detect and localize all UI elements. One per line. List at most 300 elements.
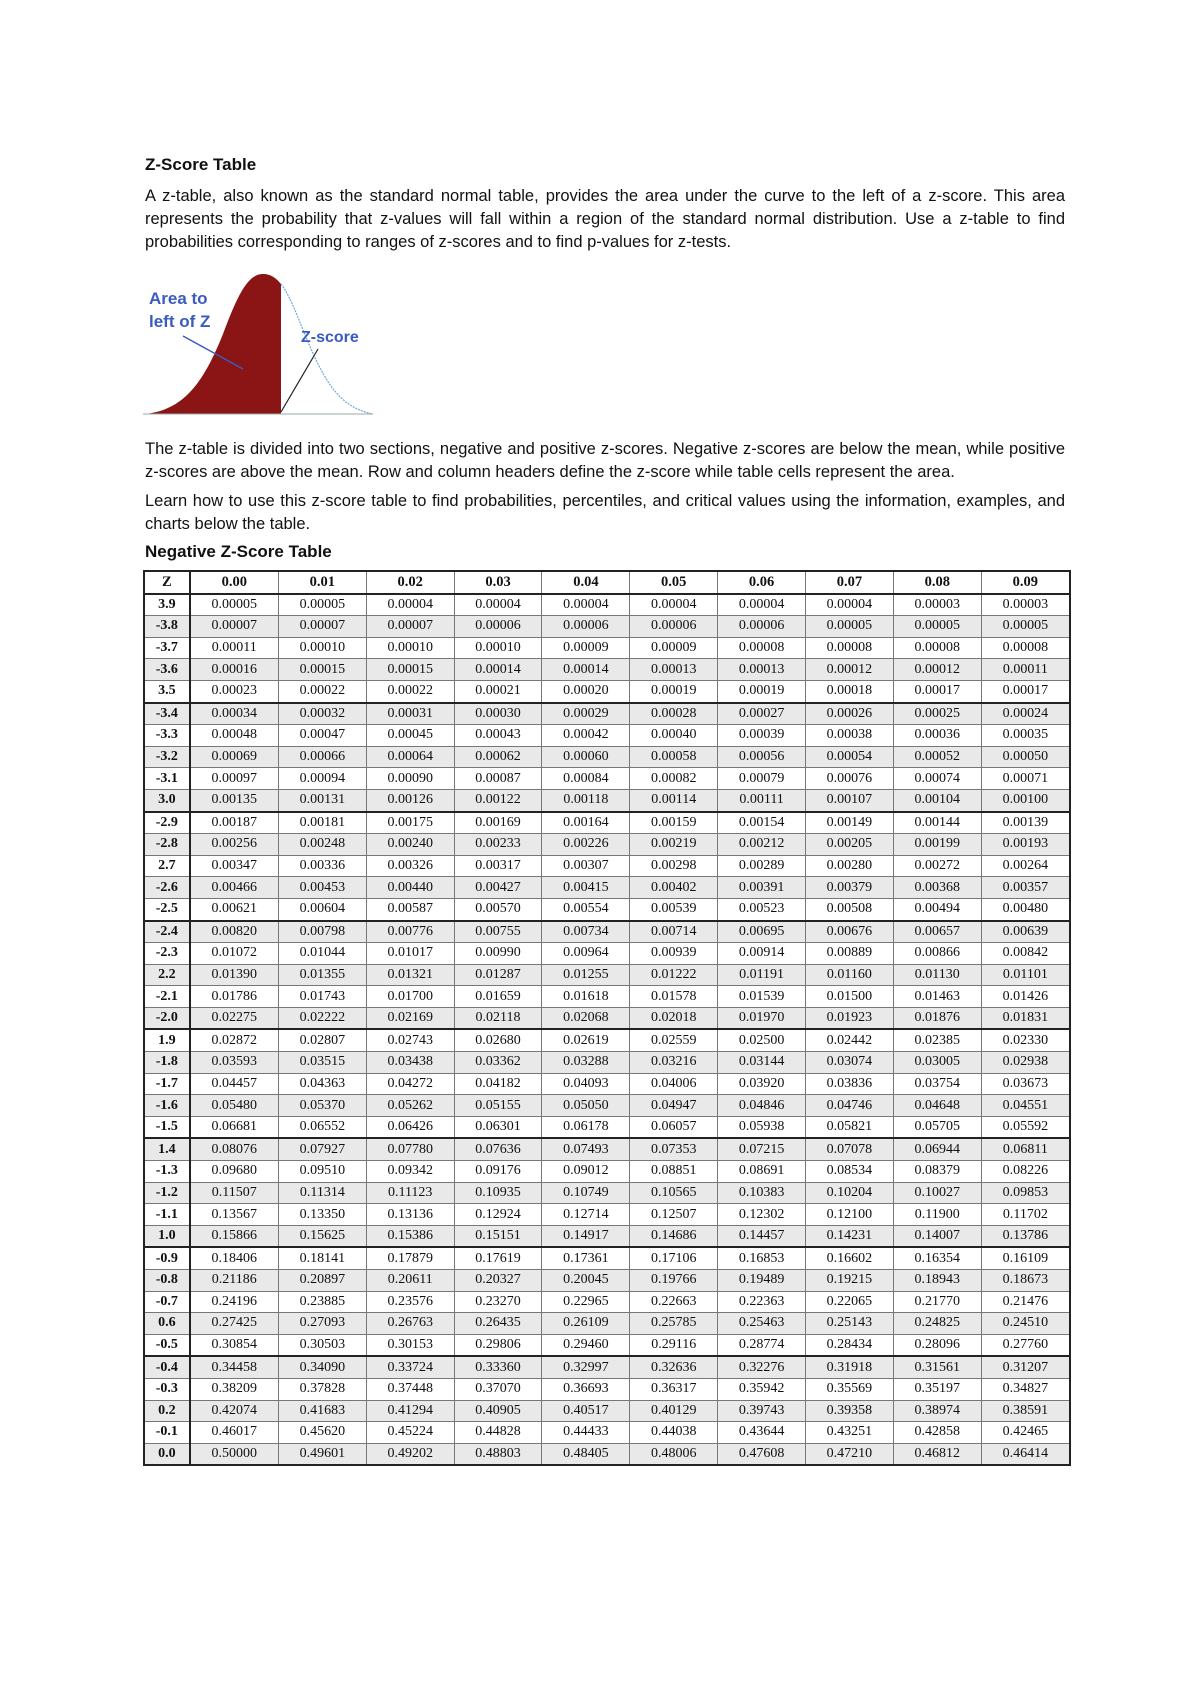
area-cell: 0.10935	[454, 1182, 542, 1204]
area-cell: 0.00164	[542, 812, 630, 834]
z-value-cell: 3.0	[144, 789, 190, 811]
area-cell: 0.00010	[366, 637, 454, 659]
zscore-label: Z-score	[301, 329, 359, 346]
area-cell: 0.11314	[278, 1182, 366, 1204]
area-cell: 0.33360	[454, 1356, 542, 1378]
area-cell: 0.09176	[454, 1161, 542, 1183]
area-cell: 0.32636	[630, 1356, 718, 1378]
table-row	[144, 877, 1070, 899]
area-cell: 0.00523	[718, 898, 806, 920]
area-cell: 0.02807	[278, 1029, 366, 1051]
area-cell: 0.00039	[718, 725, 806, 747]
area-cell: 0.35197	[893, 1378, 981, 1400]
area-cell: 0.21770	[893, 1291, 981, 1313]
area-cell: 0.00056	[718, 746, 806, 768]
area-cell: 0.24825	[893, 1313, 981, 1335]
area-cell: 0.00007	[366, 616, 454, 638]
area-cell: 0.40905	[454, 1400, 542, 1422]
z-value-cell: -1.1	[144, 1204, 190, 1226]
area-cell: 0.13350	[278, 1204, 366, 1226]
area-cell: 0.21186	[190, 1270, 279, 1292]
area-cell: 0.06057	[630, 1116, 718, 1138]
z-value-cell: -3.7	[144, 637, 190, 659]
area-cell: 0.00100	[981, 789, 1070, 811]
area-cell: 0.22065	[806, 1291, 894, 1313]
area-cell: 0.00087	[454, 768, 542, 790]
table-row	[144, 1052, 1070, 1074]
area-cell: 0.00008	[893, 637, 981, 659]
z-value-cell: -3.4	[144, 703, 190, 725]
area-cell: 0.24196	[190, 1291, 279, 1313]
area-cell: 0.48405	[542, 1443, 630, 1465]
area-cell: 0.37448	[366, 1378, 454, 1400]
area-cell: 0.00020	[542, 680, 630, 702]
table-row	[144, 789, 1070, 811]
area-cell: 0.44038	[630, 1422, 718, 1444]
area-cell: 0.01255	[542, 964, 630, 986]
area-cell: 0.00004	[366, 594, 454, 616]
area-cell: 0.10383	[718, 1182, 806, 1204]
area-cell: 0.00018	[806, 680, 894, 702]
area-cell: 0.05370	[278, 1095, 366, 1117]
area-cell: 0.04648	[893, 1095, 981, 1117]
area-cell: 0.30854	[190, 1334, 279, 1356]
area-cell: 0.12302	[718, 1204, 806, 1226]
area-cell: 0.06301	[454, 1116, 542, 1138]
area-cell: 0.14457	[718, 1225, 806, 1247]
area-cell: 0.38591	[981, 1400, 1070, 1422]
intro-paragraph: A z-table, also known as the standard normal table, provides the area under the curve to the left of a z-score. This area represents the probability that z-values will fall within a region of the standard normal distribution. Use a z-table to find probabilities corresponding to ranges of z-scores and to find p-values for z-tests.	[145, 187, 1065, 251]
area-cell: 0.04746	[806, 1095, 894, 1117]
area-cell: 0.40517	[542, 1400, 630, 1422]
table-row	[144, 1029, 1070, 1051]
area-cell: 0.00676	[806, 921, 894, 943]
area-cell: 0.00042	[542, 725, 630, 747]
area-cell: 0.25463	[718, 1313, 806, 1335]
table-row	[144, 1334, 1070, 1356]
area-cell: 0.07078	[806, 1138, 894, 1160]
area-cell: 0.00289	[718, 855, 806, 877]
column-header: 0.01	[278, 571, 366, 594]
area-cell: 0.05938	[718, 1116, 806, 1138]
area-cell: 0.23270	[454, 1291, 542, 1313]
area-cell: 0.00094	[278, 768, 366, 790]
area-cell: 0.00391	[718, 877, 806, 899]
area-cell: 0.02222	[278, 1007, 366, 1029]
area-cell: 0.02938	[981, 1052, 1070, 1074]
table-row	[144, 1422, 1070, 1444]
area-cell: 0.00139	[981, 812, 1070, 834]
area-cell: 0.00013	[718, 659, 806, 681]
area-cell: 0.03515	[278, 1052, 366, 1074]
table-row	[144, 1400, 1070, 1422]
z-value-cell: -3.8	[144, 616, 190, 638]
area-cell: 0.00326	[366, 855, 454, 877]
area-cell: 0.47608	[718, 1443, 806, 1465]
table-row	[144, 1270, 1070, 1292]
column-header: 0.05	[630, 571, 718, 594]
area-cell: 0.19489	[718, 1270, 806, 1292]
area-cell: 0.02330	[981, 1029, 1070, 1051]
area-cell: 0.48006	[630, 1443, 718, 1465]
area-cell: 0.08851	[630, 1161, 718, 1183]
area-cell: 0.00111	[718, 789, 806, 811]
area-cell: 0.01743	[278, 986, 366, 1008]
area-cell: 0.01876	[893, 1007, 981, 1029]
negative-z-table	[143, 570, 1071, 1466]
area-cell: 0.00004	[630, 594, 718, 616]
area-cell: 0.41683	[278, 1400, 366, 1422]
area-cell: 0.02619	[542, 1029, 630, 1051]
z-value-cell: -1.5	[144, 1116, 190, 1138]
area-cell: 0.00014	[454, 659, 542, 681]
area-cell: 0.41294	[366, 1400, 454, 1422]
area-cell: 0.10027	[893, 1182, 981, 1204]
area-cell: 0.00032	[278, 703, 366, 725]
area-cell: 0.06681	[190, 1116, 279, 1138]
area-cell: 0.26763	[366, 1313, 454, 1335]
area-cell: 0.02872	[190, 1029, 279, 1051]
area-cell: 0.50000	[190, 1443, 279, 1465]
area-cell: 0.00008	[718, 637, 806, 659]
area-cell: 0.00005	[893, 616, 981, 638]
area-cell: 0.18943	[893, 1270, 981, 1292]
area-cell: 0.01390	[190, 964, 279, 986]
area-cell: 0.00798	[278, 921, 366, 943]
area-cell: 0.00118	[542, 789, 630, 811]
z-value-cell: 1.0	[144, 1225, 190, 1247]
area-cell: 0.00402	[630, 877, 718, 899]
area-cell: 0.00048	[190, 725, 279, 747]
area-cell: 0.06426	[366, 1116, 454, 1138]
area-cell: 0.46414	[981, 1443, 1070, 1465]
area-cell: 0.16109	[981, 1247, 1070, 1269]
table-row	[144, 1161, 1070, 1183]
area-cell: 0.05155	[454, 1095, 542, 1117]
area-cell: 0.00193	[981, 834, 1070, 856]
area-cell: 0.11507	[190, 1182, 279, 1204]
table-row	[144, 898, 1070, 920]
area-cell: 0.17361	[542, 1247, 630, 1269]
area-cell: 0.00005	[190, 594, 279, 616]
area-cell: 0.47210	[806, 1443, 894, 1465]
area-cell: 0.02743	[366, 1029, 454, 1051]
area-cell: 0.28774	[718, 1334, 806, 1356]
table-row	[144, 1095, 1070, 1117]
area-cell: 0.00058	[630, 746, 718, 768]
z-value-cell: -2.5	[144, 898, 190, 920]
area-cell: 0.01539	[718, 986, 806, 1008]
area-cell: 0.00013	[630, 659, 718, 681]
area-cell: 0.34090	[278, 1356, 366, 1378]
table-row	[144, 1247, 1070, 1269]
section-title: Negative Z-Score Table	[145, 542, 332, 561]
area-cell: 0.00006	[630, 616, 718, 638]
column-header: 0.04	[542, 571, 630, 594]
area-cell: 0.05821	[806, 1116, 894, 1138]
normal-curve-illustration	[143, 264, 383, 424]
z-value-cell: 3.9	[144, 594, 190, 616]
area-cell: 0.05480	[190, 1095, 279, 1117]
area-cell: 0.06811	[981, 1138, 1070, 1160]
area-cell: 0.32276	[718, 1356, 806, 1378]
area-cell: 0.36693	[542, 1378, 630, 1400]
area-cell: 0.00379	[806, 877, 894, 899]
area-cell: 0.00003	[981, 594, 1070, 616]
area-cell: 0.00205	[806, 834, 894, 856]
area-cell: 0.00466	[190, 877, 279, 899]
z-value-cell: -2.0	[144, 1007, 190, 1029]
area-cell: 0.00082	[630, 768, 718, 790]
area-cell: 0.02018	[630, 1007, 718, 1029]
area-cell: 0.00015	[366, 659, 454, 681]
area-cell: 0.01160	[806, 964, 894, 986]
z-value-cell: -2.1	[144, 986, 190, 1008]
z-value-cell: 1.9	[144, 1029, 190, 1051]
area-cell: 0.00990	[454, 943, 542, 965]
area-cell: 0.14007	[893, 1225, 981, 1247]
column-header: 0.02	[366, 571, 454, 594]
area-cell: 0.01044	[278, 943, 366, 965]
area-cell: 0.07215	[718, 1138, 806, 1160]
area-cell: 0.00079	[718, 768, 806, 790]
area-cell: 0.00022	[278, 680, 366, 702]
table-row	[144, 834, 1070, 856]
area-cell: 0.20045	[542, 1270, 630, 1292]
area-cell: 0.00256	[190, 834, 279, 856]
area-cell: 0.20327	[454, 1270, 542, 1292]
area-cell: 0.00050	[981, 746, 1070, 768]
area-cell: 0.00016	[190, 659, 279, 681]
area-cell: 0.00026	[806, 703, 894, 725]
area-cell: 0.00007	[278, 616, 366, 638]
area-cell: 0.00415	[542, 877, 630, 899]
area-cell: 0.17619	[454, 1247, 542, 1269]
area-cell: 0.01321	[366, 964, 454, 986]
area-cell: 0.25785	[630, 1313, 718, 1335]
area-cell: 0.00071	[981, 768, 1070, 790]
area-cell: 0.00005	[806, 616, 894, 638]
area-cell: 0.44433	[542, 1422, 630, 1444]
area-cell: 0.14917	[542, 1225, 630, 1247]
z-value-cell: -0.5	[144, 1334, 190, 1356]
area-cell: 0.00187	[190, 812, 279, 834]
area-cell: 0.38209	[190, 1378, 279, 1400]
area-cell: 0.00012	[893, 659, 981, 681]
area-cell: 0.00554	[542, 898, 630, 920]
area-cell: 0.12714	[542, 1204, 630, 1226]
area-cell: 0.00776	[366, 921, 454, 943]
area-cell: 0.39743	[718, 1400, 806, 1422]
area-cell: 0.00011	[981, 659, 1070, 681]
area-cell: 0.02442	[806, 1029, 894, 1051]
area-cell: 0.00135	[190, 789, 279, 811]
area-cell: 0.29116	[630, 1334, 718, 1356]
table-row	[144, 1116, 1070, 1138]
area-cell: 0.07353	[630, 1138, 718, 1160]
area-cell: 0.00010	[278, 637, 366, 659]
area-cell: 0.00064	[366, 746, 454, 768]
area-cell: 0.00066	[278, 746, 366, 768]
area-cell: 0.01463	[893, 986, 981, 1008]
area-cell: 0.46017	[190, 1422, 279, 1444]
area-cell: 0.20897	[278, 1270, 366, 1292]
column-header: 0.06	[718, 571, 806, 594]
area-cell: 0.34458	[190, 1356, 279, 1378]
area-cell: 0.00008	[806, 637, 894, 659]
area-cell: 0.00695	[718, 921, 806, 943]
z-value-cell: 3.5	[144, 680, 190, 702]
area-cell: 0.11123	[366, 1182, 454, 1204]
z-value-cell: -0.9	[144, 1247, 190, 1269]
z-value-cell: -2.9	[144, 812, 190, 834]
area-cell: 0.00007	[190, 616, 279, 638]
area-cell: 0.00604	[278, 898, 366, 920]
area-cell: 0.04457	[190, 1073, 279, 1095]
area-cell: 0.00004	[454, 594, 542, 616]
area-cell: 0.01970	[718, 1007, 806, 1029]
area-cell: 0.18673	[981, 1270, 1070, 1292]
area-cell: 0.00009	[630, 637, 718, 659]
area-cell: 0.00004	[718, 594, 806, 616]
z-value-cell: -0.4	[144, 1356, 190, 1378]
area-cell: 0.08534	[806, 1161, 894, 1183]
area-cell: 0.18406	[190, 1247, 279, 1269]
area-cell: 0.00169	[454, 812, 542, 834]
z-value-cell: 2.2	[144, 964, 190, 986]
area-label-line1: Area to	[149, 289, 208, 308]
area-cell: 0.00017	[981, 680, 1070, 702]
area-cell: 0.04093	[542, 1073, 630, 1095]
z-value-cell: 0.6	[144, 1313, 190, 1335]
area-cell: 0.01191	[718, 964, 806, 986]
area-cell: 0.00060	[542, 746, 630, 768]
z-value-cell: -2.4	[144, 921, 190, 943]
table-row	[144, 943, 1070, 965]
area-cell: 0.24510	[981, 1313, 1070, 1335]
area-cell: 0.13786	[981, 1225, 1070, 1247]
area-cell: 0.23885	[278, 1291, 366, 1313]
area-cell: 0.33724	[366, 1356, 454, 1378]
area-cell: 0.00181	[278, 812, 366, 834]
area-cell: 0.00149	[806, 812, 894, 834]
table-row	[144, 1182, 1070, 1204]
area-cell: 0.39358	[806, 1400, 894, 1422]
table-row	[144, 616, 1070, 638]
z-value-cell: -0.8	[144, 1270, 190, 1292]
area-cell: 0.00734	[542, 921, 630, 943]
area-cell: 0.03074	[806, 1052, 894, 1074]
area-cell: 0.00175	[366, 812, 454, 834]
area-cell: 0.03288	[542, 1052, 630, 1074]
area-cell: 0.00427	[454, 877, 542, 899]
area-cell: 0.04363	[278, 1073, 366, 1095]
area-cell: 0.00017	[893, 680, 981, 702]
area-cell: 0.36317	[630, 1378, 718, 1400]
area-cell: 0.13136	[366, 1204, 454, 1226]
area-cell: 0.42074	[190, 1400, 279, 1422]
area-cell: 0.00755	[454, 921, 542, 943]
area-cell: 0.03362	[454, 1052, 542, 1074]
area-cell: 0.31918	[806, 1356, 894, 1378]
area-cell: 0.00480	[981, 898, 1070, 920]
area-cell: 0.19215	[806, 1270, 894, 1292]
area-cell: 0.03438	[366, 1052, 454, 1074]
table-row	[144, 855, 1070, 877]
area-cell: 0.46812	[893, 1443, 981, 1465]
area-cell: 0.00199	[893, 834, 981, 856]
column-header: 0.09	[981, 571, 1070, 594]
page-title: Z-Score Table	[145, 155, 257, 174]
area-cell: 0.01659	[454, 986, 542, 1008]
area-cell: 0.26435	[454, 1313, 542, 1335]
area-cell: 0.11702	[981, 1204, 1070, 1226]
area-cell: 0.03005	[893, 1052, 981, 1074]
area-cell: 0.04272	[366, 1073, 454, 1095]
z-value-cell: 0.2	[144, 1400, 190, 1422]
area-cell: 0.45620	[278, 1422, 366, 1444]
area-cell: 0.00226	[542, 834, 630, 856]
table-row	[144, 1313, 1070, 1335]
area-cell: 0.02680	[454, 1029, 542, 1051]
area-cell: 0.02559	[630, 1029, 718, 1051]
area-cell: 0.09853	[981, 1182, 1070, 1204]
area-cell: 0.31561	[893, 1356, 981, 1378]
area-cell: 0.03920	[718, 1073, 806, 1095]
area-cell: 0.01072	[190, 943, 279, 965]
area-cell: 0.15151	[454, 1225, 542, 1247]
area-cell: 0.00440	[366, 877, 454, 899]
area-cell: 0.00027	[718, 703, 806, 725]
area-cell: 0.09680	[190, 1161, 279, 1183]
area-cell: 0.16853	[718, 1247, 806, 1269]
area-cell: 0.03593	[190, 1052, 279, 1074]
area-cell: 0.04846	[718, 1095, 806, 1117]
area-cell: 0.10749	[542, 1182, 630, 1204]
area-cell: 0.01786	[190, 986, 279, 1008]
area-cell: 0.03144	[718, 1052, 806, 1074]
area-cell: 0.00005	[278, 594, 366, 616]
area-cell: 0.38974	[893, 1400, 981, 1422]
z-value-cell: 2.7	[144, 855, 190, 877]
area-label-line2: left of Z	[149, 312, 211, 331]
area-cell: 0.10204	[806, 1182, 894, 1204]
z-value-cell: -2.6	[144, 877, 190, 899]
area-cell: 0.31207	[981, 1356, 1070, 1378]
area-cell: 0.43251	[806, 1422, 894, 1444]
area-cell: 0.00508	[806, 898, 894, 920]
z-value-cell: -1.6	[144, 1095, 190, 1117]
area-cell: 0.00010	[454, 637, 542, 659]
area-cell: 0.01831	[981, 1007, 1070, 1029]
area-cell: 0.00005	[981, 616, 1070, 638]
table-row	[144, 1138, 1070, 1160]
area-cell: 0.14231	[806, 1225, 894, 1247]
area-cell: 0.05050	[542, 1095, 630, 1117]
table-row	[144, 1073, 1070, 1095]
area-cell: 0.17879	[366, 1247, 454, 1269]
area-cell: 0.26109	[542, 1313, 630, 1335]
area-cell: 0.07636	[454, 1138, 542, 1160]
area-cell: 0.00357	[981, 877, 1070, 899]
area-cell: 0.06552	[278, 1116, 366, 1138]
area-cell: 0.44828	[454, 1422, 542, 1444]
z-value-cell: -1.7	[144, 1073, 190, 1095]
area-cell: 0.05705	[893, 1116, 981, 1138]
area-cell: 0.05262	[366, 1095, 454, 1117]
table-row	[144, 1007, 1070, 1029]
normal-curve-figure	[143, 264, 383, 424]
